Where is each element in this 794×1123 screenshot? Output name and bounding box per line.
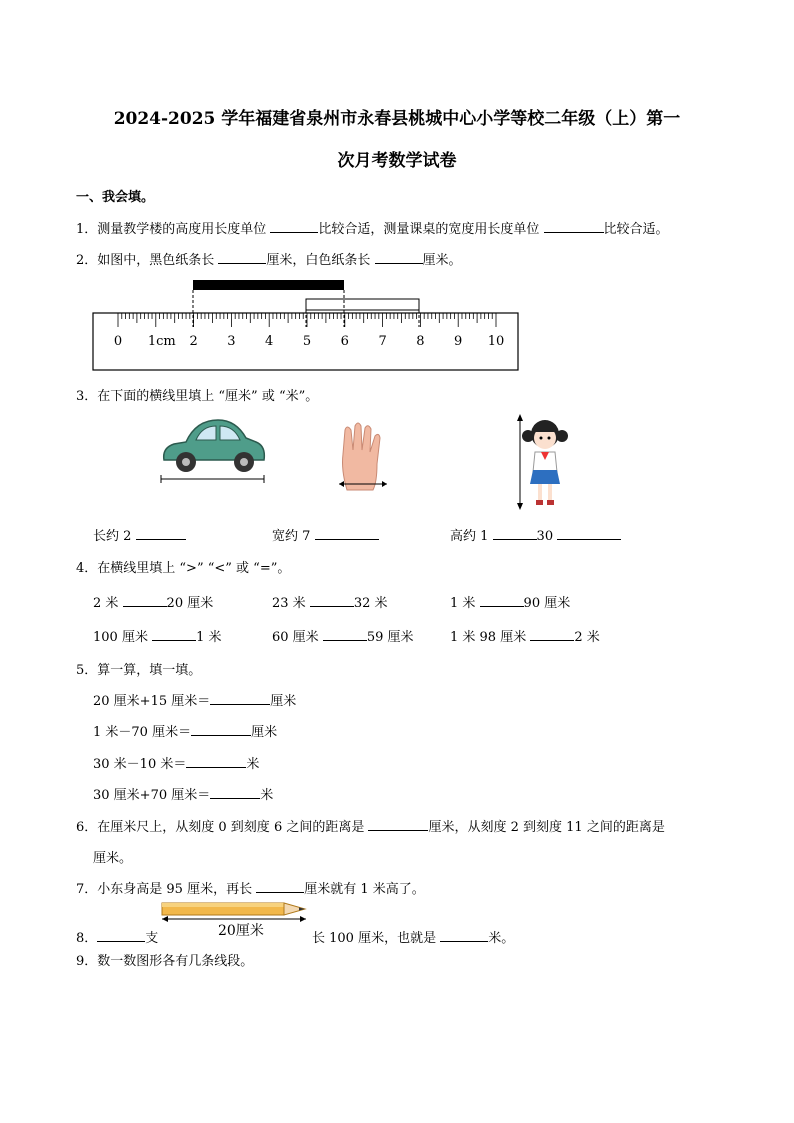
q4-r2c3-blank[interactable] <box>530 629 574 641</box>
q5-l4-a: 30 厘米+70 厘米＝ <box>93 788 211 803</box>
q8-text-d: 米。 <box>488 931 515 946</box>
q4-r2c3-b: 2 米 <box>574 630 600 645</box>
question-8 <box>76 927 158 946</box>
girl-illustration <box>510 412 580 512</box>
hand-shape <box>343 423 381 490</box>
q5-l4-blank[interactable] <box>210 787 260 799</box>
q4-r2c2-blank[interactable] <box>323 629 367 641</box>
question-7 <box>76 878 425 897</box>
q5-l3-a: 30 米－10 米＝ <box>93 757 187 772</box>
ruler-figure <box>90 275 522 375</box>
pencil-length-label: 20厘米 <box>218 923 264 939</box>
ruler-label: 4 <box>265 334 274 349</box>
ruler-label: 9 <box>454 334 463 349</box>
q5-l1-b: 厘米 <box>270 694 297 709</box>
q3-car <box>93 525 186 544</box>
q8-blank-1[interactable] <box>97 930 145 942</box>
q5-l3-b: 米 <box>246 757 260 772</box>
hand-illustration <box>333 420 393 495</box>
q4-r2c2-b: 59 厘米 <box>366 630 414 645</box>
white-paper-strip <box>306 299 419 310</box>
q3-hand-blank[interactable] <box>315 528 379 540</box>
ruler-label: 5 <box>302 334 312 349</box>
q3-hand-text: 宽约 7 <box>272 529 315 544</box>
q2-blank-1[interactable] <box>218 252 266 264</box>
q4-row1-item3 <box>450 592 570 611</box>
q8-text-a: 8． <box>76 931 98 946</box>
q4-row2-item2 <box>272 626 414 645</box>
q4-row2-item1 <box>93 626 221 645</box>
q5-line-4 <box>93 784 273 803</box>
q4-r1c1-b: 20 厘米 <box>166 596 214 611</box>
page-title-line1: 2024-2025 学年福建省泉州市永春县桃城中心小学等校二年级（上）第一 <box>113 109 681 129</box>
q2-blank-2[interactable] <box>375 252 423 264</box>
q6-line-2 <box>93 847 132 866</box>
q4-r1c3-blank[interactable] <box>480 595 524 607</box>
q4-r2c3-a: 1 米 98 厘米 <box>450 630 531 645</box>
ruler-label: 2 <box>189 334 198 349</box>
q8-text-c: 长 100 厘米，也就是 <box>312 931 441 946</box>
page-title-line2: 次月考数学试卷 <box>337 151 457 171</box>
q6-text-a: 6．在厘米尺上，从刻度 0 到刻度 6 之间的距离是 <box>76 820 369 835</box>
girl-skirt <box>530 470 560 484</box>
q4-r1c1-blank[interactable] <box>123 595 167 607</box>
q4-r1c1-a: 2 米 <box>93 596 123 611</box>
q1-text-c: 比较合适。 <box>603 222 669 237</box>
q3-girl <box>450 525 621 544</box>
q4-r1c3-a: 1 米 <box>450 596 480 611</box>
q4-row1-item1 <box>93 592 213 611</box>
question-6 <box>76 816 665 835</box>
ruler-label: 0 <box>113 334 123 349</box>
q2-text-c: 厘米。 <box>422 253 462 268</box>
question-3: 3．在下面的横线里填上 “厘米” 或 “米”。 <box>76 389 319 404</box>
q1-blank-2[interactable] <box>544 221 604 233</box>
q2-text-a: 2．如图中，黑色纸条长 <box>76 253 219 268</box>
q5-l2-a: 1 米－70 厘米＝ <box>93 725 192 740</box>
q1-text-b: 比较合适，测量课桌的宽度用长度单位 <box>318 222 544 237</box>
ruler-label: 7 <box>378 334 387 349</box>
black-paper-strip <box>193 280 344 290</box>
q4-row2-item3 <box>450 626 600 645</box>
q3-car-text: 长约 2 <box>93 529 136 544</box>
q5-l4-b: 米 <box>260 788 274 803</box>
pencil-illustration <box>160 899 312 941</box>
q1-text-a: 1．测量教学楼的高度用长度单位 <box>76 222 271 237</box>
q2-text-b: 厘米，白色纸条长 <box>266 253 375 268</box>
q3-girl-blank-1[interactable] <box>493 528 537 540</box>
q4-r1c2-blank[interactable] <box>310 595 354 607</box>
q6-text-c: 厘米。 <box>93 851 133 866</box>
q4-r1c2-b: 32 米 <box>353 596 388 611</box>
q5-line-3 <box>93 753 259 772</box>
q3-girl-text-b: 30 <box>536 529 558 544</box>
q3-girl-text-a: 高约 1 <box>450 529 493 544</box>
q6-text-b: 厘米，从刻度 2 到刻度 11 之间的距离是 <box>428 820 665 835</box>
q5-l2-blank[interactable] <box>191 724 251 736</box>
q4-r1c3-b: 90 厘米 <box>523 596 571 611</box>
question-5: 5．算一算，填一填。 <box>76 663 202 678</box>
q7-blank[interactable] <box>256 881 304 893</box>
q5-line-1 <box>93 690 296 709</box>
ruler-label: 8 <box>416 334 425 349</box>
q3-car-blank[interactable] <box>136 528 186 540</box>
q8-blank-2[interactable] <box>440 930 488 942</box>
q4-r1c2-a: 23 米 <box>272 596 310 611</box>
car-illustration <box>156 412 271 487</box>
q4-r2c1-a: 100 厘米 <box>93 630 153 645</box>
q4-r2c2-a: 60 厘米 <box>272 630 323 645</box>
question-2 <box>76 249 462 268</box>
q5-l2-b: 厘米 <box>251 725 278 740</box>
question-1 <box>76 218 669 237</box>
q1-blank-1[interactable] <box>270 221 318 233</box>
ruler-label: 3 <box>227 334 236 349</box>
q7-text-b: 厘米就有 1 米高了。 <box>304 882 425 897</box>
q5-l1-a: 20 厘米+15 厘米＝ <box>93 694 211 709</box>
q3-girl-blank-2[interactable] <box>557 528 621 540</box>
q3-hand <box>272 525 379 544</box>
q5-line-2 <box>93 721 277 740</box>
q8-text-b: 支 <box>145 931 159 946</box>
q5-l3-blank[interactable] <box>186 756 246 768</box>
q6-blank-1[interactable] <box>368 819 428 831</box>
ruler-label: 1cm <box>147 334 176 349</box>
question-4: 4．在横线里填上 “>” “<” 或 “=”。 <box>76 561 291 576</box>
q5-l1-blank[interactable] <box>210 693 270 705</box>
ruler-label: 6 <box>340 334 349 349</box>
q8-tail <box>312 927 514 946</box>
q4-r2c1-blank[interactable] <box>152 629 196 641</box>
section-heading: 一、我会填。 <box>76 190 155 205</box>
question-9: 9．数一数图形各有几条线段。 <box>76 954 254 969</box>
ruler-label: 10 <box>487 334 505 349</box>
q4-r2c1-b: 1 米 <box>196 630 222 645</box>
q7-text-a: 7．小东身高是 95 厘米，再长 <box>76 882 257 897</box>
q4-row1-item2 <box>272 592 388 611</box>
